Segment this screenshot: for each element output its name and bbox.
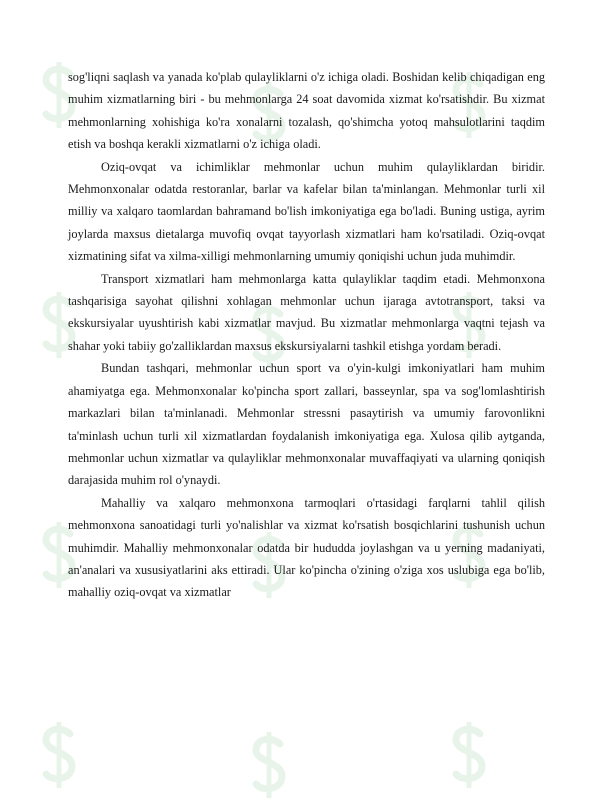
document-page [68, 66, 545, 604]
paragraph-1: sog'liqni saqlash va yanada ko'plab qulayliklarni o'z ichiga oladi. Boshidan kelib chiqadigan eng muhim xizmatlarning biri - bu mehmonlarga 24 soat davomida xizmat ko'rsatishdir. Bu xizmat mehmonlarning xohishiga ko'ra xonalarni tozalash, qo'shimcha yotoq mahsulotlarini taqdim etish va boshqa kerakli xizmatlarni o'z ichiga oladi. [68, 70, 545, 152]
paragraph-2: Oziq-ovqat va ichimliklar mehmonlar uchun muhim qulayliklardan biridir. Mehmonxonalar odatda restoranlar, barlar va kafelar bilan ta'minlangan. Mehmonlar turli xil milliy va xalqaro taomlardan bahramand bo'lish imkoniyatiga ega bo'ladi. Buning ustiga, ayrim joylarda maxsus dietalarga muvofiq ovqat tayyorlash xizmatlari ham ko'rsatiladi. Oziq-ovqat xizmatining sifat va xilma-xilligi mehmonlarning umumiy qoniqishi uchun juda muhimdir. [68, 159, 545, 264]
paragraph-4: Bundan tashqari, mehmonlar uchun sport va o'yin-kulgi imkoniyatlari ham muhim ahamiyatga ega. Mehmonxonalar ko'pincha sport zallari, basseynlar, spa va sog'lomlashtirish markazlari bilan ta'minlanadi. Mehmonlar stressni pasaytirish va umumiy farovonlikni ta'minlash uchun turli xil xizmatlardan foydalanish imkoniyatiga ega. Xulosa qilib aytganda, mehmonlar uchun xizmatlar va qulayliklar mehmonxonalar muvaffaqiyati va ularning qoniqish darajasida muhim rol o'ynaydi. [68, 361, 545, 488]
watermark-dollar-icon [250, 730, 288, 800]
watermark-dollar-icon [40, 720, 78, 790]
paragraph-5: Mahalliy va xalqaro mehmonxona tarmoqlari o'rtasidagi farqlarni tahlil qilish mehmonxona sanoatidagi turli yo'nalishlar va xizmat ko'rsatish bosqichlarini tushunish uchun muhimdir. Mahalliy mehmonxonalar odatda bir hududda joylashgan va u yerning madaniyati, an'analari va xususiyatlarini aks ettiradi. Ular ko'pincha o'zining o'ziga xos uslubiga ega bo'lib, mahalliy oziq-ovqat va xizmatlar [68, 495, 545, 600]
paragraph-3: Transport xizmatlari ham mehmonlarga katta qulayliklar taqdim etadi. Mehmonxona tashqarisiga sayohat qilishni xohlagan mehmonlar uchun ijaraga avtotransport, taksi va ekskursiyalar uyushtirish kabi xizmatlar mavjud. Bu xizmatlar mehmonlarga vaqtni tejash va shahar yoki tabiiy go'zalliklardan maxsus ekskursiyalarni tashkil etishga yordam beradi. [68, 271, 545, 353]
watermark-dollar-icon [450, 720, 488, 790]
